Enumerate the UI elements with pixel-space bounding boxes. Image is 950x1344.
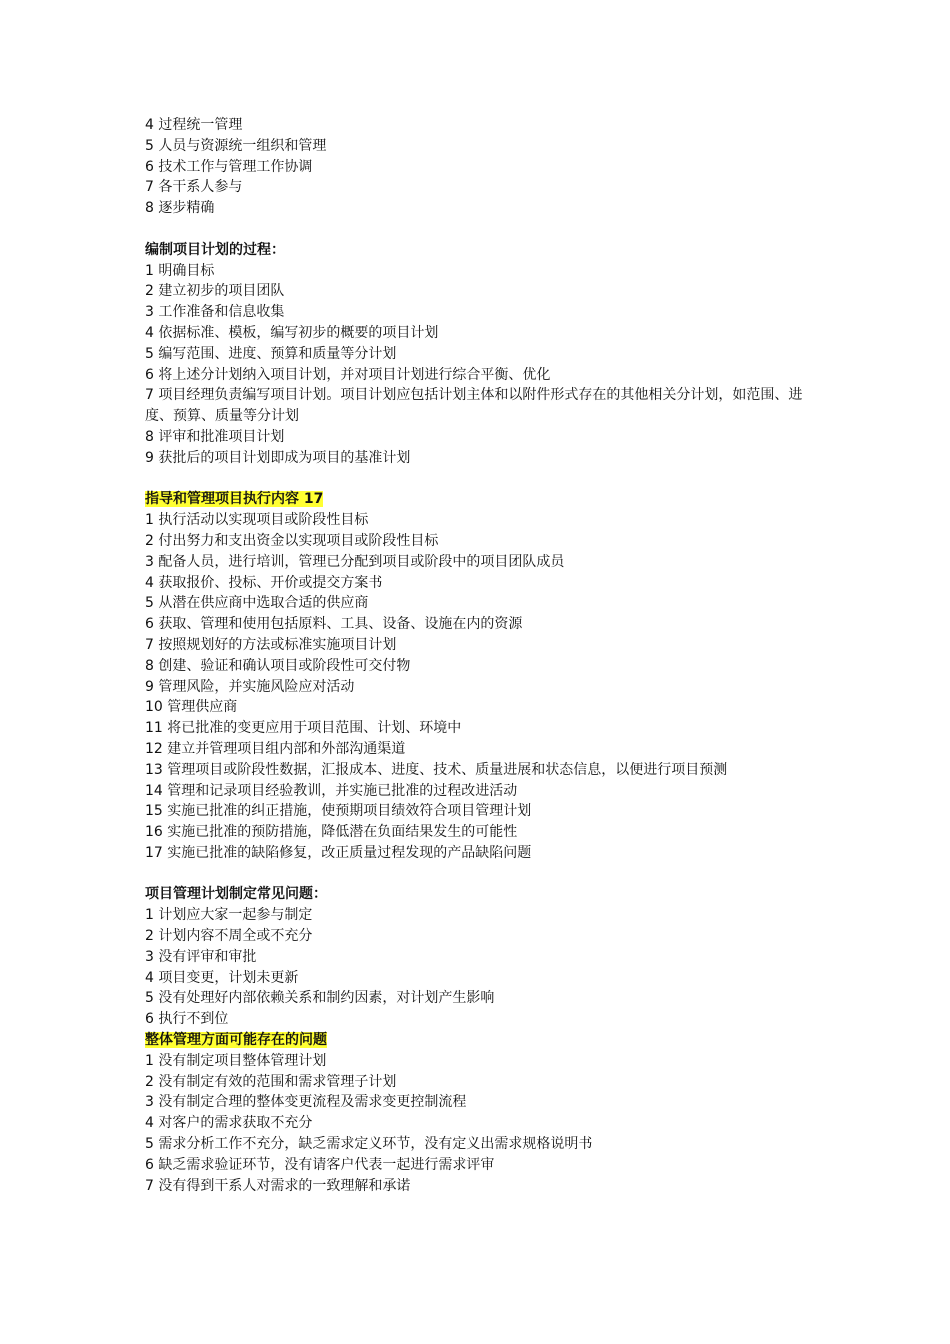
document-page	[145, 115, 825, 1196]
execution-section	[145, 489, 825, 863]
plan-problems-section	[145, 884, 825, 1030]
list-item: 3 没有制定合理的整体变更流程及需求变更控制流程	[145, 1094, 467, 1111]
list-item: 7 各干系人参与	[145, 179, 243, 196]
list-item: 3 工作准备和信息收集	[145, 304, 285, 321]
list-item: 2 付出努力和支出资金以实现项目或阶段性目标	[145, 532, 439, 549]
list-item: 4 项目变更，计划未更新	[145, 969, 299, 986]
list-item: 2 计划内容不周全或不充分	[145, 928, 313, 945]
list-item: 7 按照规划好的方法或标准实施项目计划	[145, 636, 397, 653]
list-item: 6 缺乏需求验证环节，没有请客户代表一起进行需求评审	[145, 1156, 495, 1173]
list-item: 5 需求分析工作不充分，缺乏需求定义环节，没有定义出需求规格说明书	[145, 1136, 593, 1153]
list-item: 1 没有制定项目整体管理计划	[145, 1052, 327, 1069]
list-item: 6 获取、管理和使用包括原料、工具、设备、设施在内的资源	[145, 616, 523, 633]
list-item: 15 实施已批准的纠正措施，使预期项目绩效符合项目管理计划	[145, 803, 532, 820]
list-item: 2 没有制定有效的范围和需求管理子计划	[145, 1073, 397, 1090]
list-item: 16 实施已批准的预防措施，降低潜在负面结果发生的可能性	[145, 824, 518, 841]
list-item: 4 过程统一管理	[145, 117, 243, 133]
list-item: 17 实施已批准的缺陷修复，改正质量过程发现的产品缺陷问题	[145, 844, 532, 861]
list-item: 1 计划应大家一起参与制定	[145, 907, 313, 924]
list-item: 13 管理项目或阶段性数据，汇报成本、进度、技术、质量进展和状态信息，以便进行项目预测	[145, 761, 728, 778]
list-item: 6 将上述分计划纳入项目计划，并对项目计划进行综合平衡、优化	[145, 366, 551, 383]
list-item: 1 执行活动以实现项目或阶段性目标	[145, 512, 369, 529]
intro-list	[145, 115, 825, 219]
list-item: 12 建立并管理项目组内部和外部沟通渠道	[145, 740, 406, 757]
list-item: 4 获取报价、投标、开价或提交方案书	[145, 574, 383, 591]
list-item: 6 执行不到位	[145, 1011, 229, 1028]
list-item: 3 没有评审和审批	[145, 948, 257, 965]
list-item: 2 建立初步的项目团队	[145, 283, 285, 300]
list-item: 14 管理和记录项目经验教训，并实施已批准的过程改进活动	[145, 782, 518, 799]
list-item: 5 从潜在供应商中选取合适的供应商	[145, 595, 369, 612]
list-item: 5 没有处理好内部依赖关系和制约因素，对计划产生影响	[145, 990, 495, 1007]
list-item: 6 技术工作与管理工作协调	[145, 158, 313, 175]
list-item: 11 将已批准的变更应用于项目范围、计划、环境中	[145, 720, 462, 737]
section-heading: 编制项目计划的过程：	[145, 241, 285, 258]
section-heading: 项目管理计划制定常见问题：	[145, 886, 327, 903]
list-item: 8 创建、验证和确认项目或阶段性可交付物	[145, 657, 411, 674]
list-item: 4 对客户的需求获取不充分	[145, 1115, 313, 1132]
list-item: 7 项目经理负责编写项目计划。项目计划应包括计划主体和以附件形式存在的其他相关分计划，如范围、进度、预算、质量等分计划	[145, 387, 803, 425]
list-item: 4 依据标准、模板，编写初步的概要的项目计划	[145, 324, 439, 341]
list-item: 3 配备人员，进行培训，管理已分配到项目或阶段中的项目团队成员	[145, 553, 565, 570]
integration-problems-section	[145, 1030, 825, 1196]
section-heading-highlighted: 指导和管理项目执行内容 17	[145, 491, 324, 508]
list-item: 1 明确目标	[145, 262, 215, 279]
list-item: 8 逐步精确	[145, 200, 215, 217]
spacer	[145, 219, 825, 240]
list-item: 8 评审和批准项目计划	[145, 428, 285, 445]
list-item: 7 没有得到干系人对需求的一致理解和承诺	[145, 1177, 411, 1194]
list-item: 5 编写范围、进度、预算和质量等分计划	[145, 345, 397, 362]
list-item: 10 管理供应商	[145, 699, 238, 716]
plan-process-section	[145, 240, 825, 469]
list-item: 9 获批后的项目计划即成为项目的基准计划	[145, 449, 411, 466]
section-heading-highlighted: 整体管理方面可能存在的问题	[145, 1032, 327, 1049]
list-item: 5 人员与资源统一组织和管理	[145, 137, 327, 154]
spacer	[145, 469, 825, 490]
spacer	[145, 864, 825, 885]
list-item: 9 管理风险，并实施风险应对活动	[145, 678, 355, 695]
